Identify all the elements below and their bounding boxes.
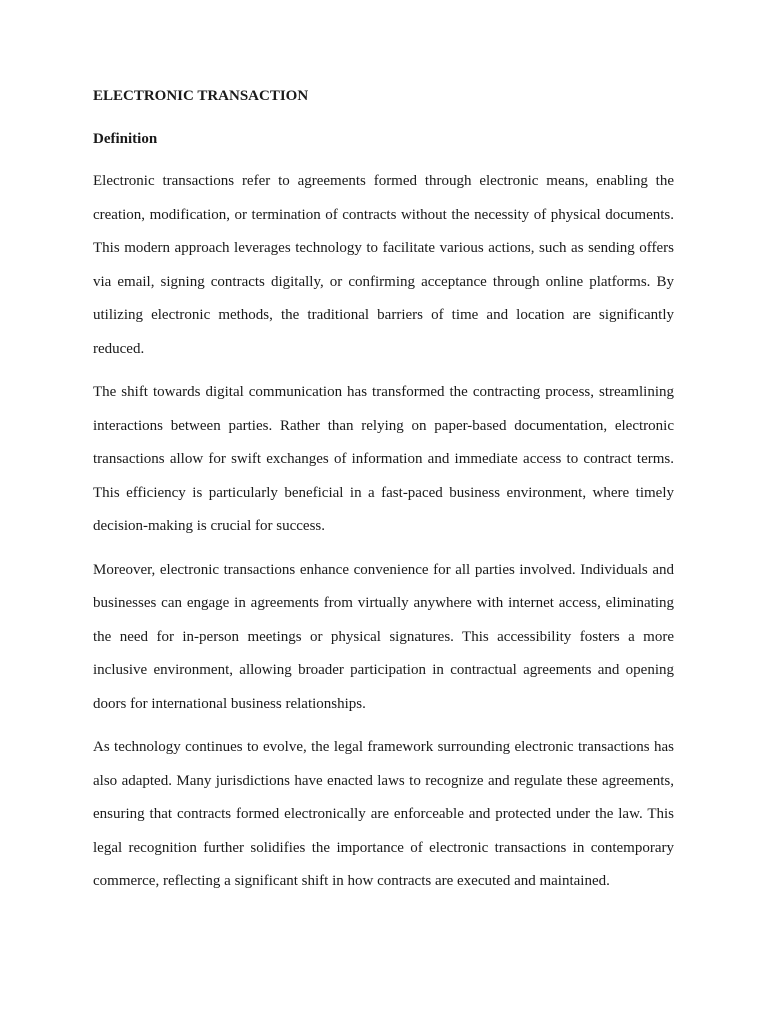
paragraph: The shift towards digital communication has transformed the contracting process, streamlining interactions between parties. Rather than relying on paper-based documentation, electronic transactions allow for swift exchanges of information and immediate access to contract terms. This efficiency is particularly beneficial in a fast-paced business environment, where timely decision-making is crucial for success. (93, 384, 674, 534)
paragraph: As technology continues to evolve, the legal framework surrounding electronic transactions has also adapted. Many jurisdictions have enacted laws to recognize and regulate these agreements, ensuring that contracts formed electronically are enforceable and protected under the law. This legal recognition further solidifies the importance of electronic transactions in contemporary commerce, reflecting a significant shift in how contracts are executed and maintained. (93, 739, 674, 889)
document-body (93, 84, 674, 914)
document-title: ELECTRONIC TRANSACTION (93, 88, 309, 104)
paragraph: Electronic transactions refer to agreements formed through electronic means, enabling the creation, modification, or termination of contracts without the necessity of physical documents. This modern approach leverages technology to facilitate various actions, such as sending offers via email, signing contracts digitally, or confirming acceptance through online platforms. By utilizing electronic methods, the traditional barriers of time and location are significantly reduced. (93, 173, 674, 357)
paragraph: Moreover, electronic transactions enhance convenience for all parties involved. Individuals and businesses can engage in agreements from virtually anywhere with internet access, eliminating the need for in-person meetings or physical signatures. This accessibility fosters a more inclusive environment, allowing broader participation in contractual agreements and opening doors for international business relationships. (93, 561, 674, 712)
section-heading-definition: Definition (93, 131, 158, 147)
